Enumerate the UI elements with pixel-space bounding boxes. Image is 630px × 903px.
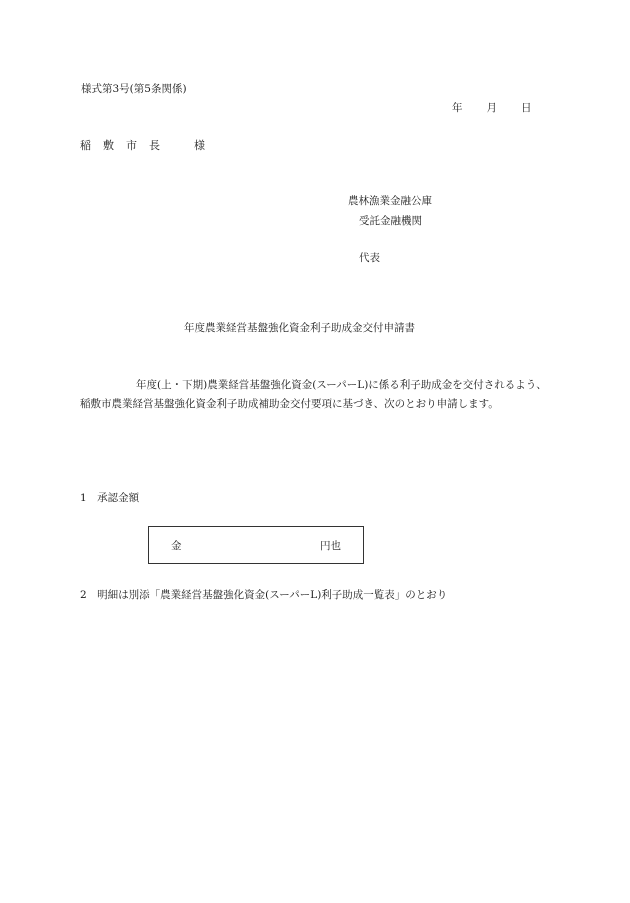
- recipient-honorific: 様: [194, 139, 205, 152]
- amount-prefix: 金: [171, 540, 182, 552]
- recipient: [80, 137, 205, 153]
- body-text: 年度(上・下期)農業経営基盤強化資金(スーパーL)に係る利子助成金を交付されるよう、稲敷市農業経営基盤強化資金利子助成補助金交付要項に基づき、次のとおり申請します。: [80, 379, 547, 410]
- sender-representative: 代表: [359, 252, 380, 264]
- document-title: 年度農業経営基盤強化資金利子助成金交付申請書: [184, 322, 415, 334]
- form-number: 様式第3号(第5条関係): [81, 83, 187, 95]
- recipient-char-3: 市: [126, 139, 137, 152]
- amount-box: [148, 526, 364, 564]
- date-month: 月: [486, 102, 497, 114]
- date-day: 日: [521, 102, 532, 114]
- date-year: 年: [452, 102, 463, 114]
- sender-subtitle: 受託金融機関: [359, 215, 422, 227]
- recipient-char-2: 敷: [103, 139, 114, 152]
- amount-suffix: 円也: [320, 540, 341, 552]
- recipient-char-1: 稲: [80, 139, 91, 152]
- item-2-details: 2 明細は別添「農業経営基盤強化資金(スーパーL)利子助成一覧表」のとおり: [80, 589, 448, 601]
- sender-organization: 農林漁業金融公庫: [348, 195, 432, 207]
- item-1-approved-amount: 1 承認金額: [80, 492, 140, 504]
- recipient-char-4: 長: [149, 139, 160, 152]
- date-line: [452, 100, 532, 115]
- body-paragraph: [80, 376, 552, 414]
